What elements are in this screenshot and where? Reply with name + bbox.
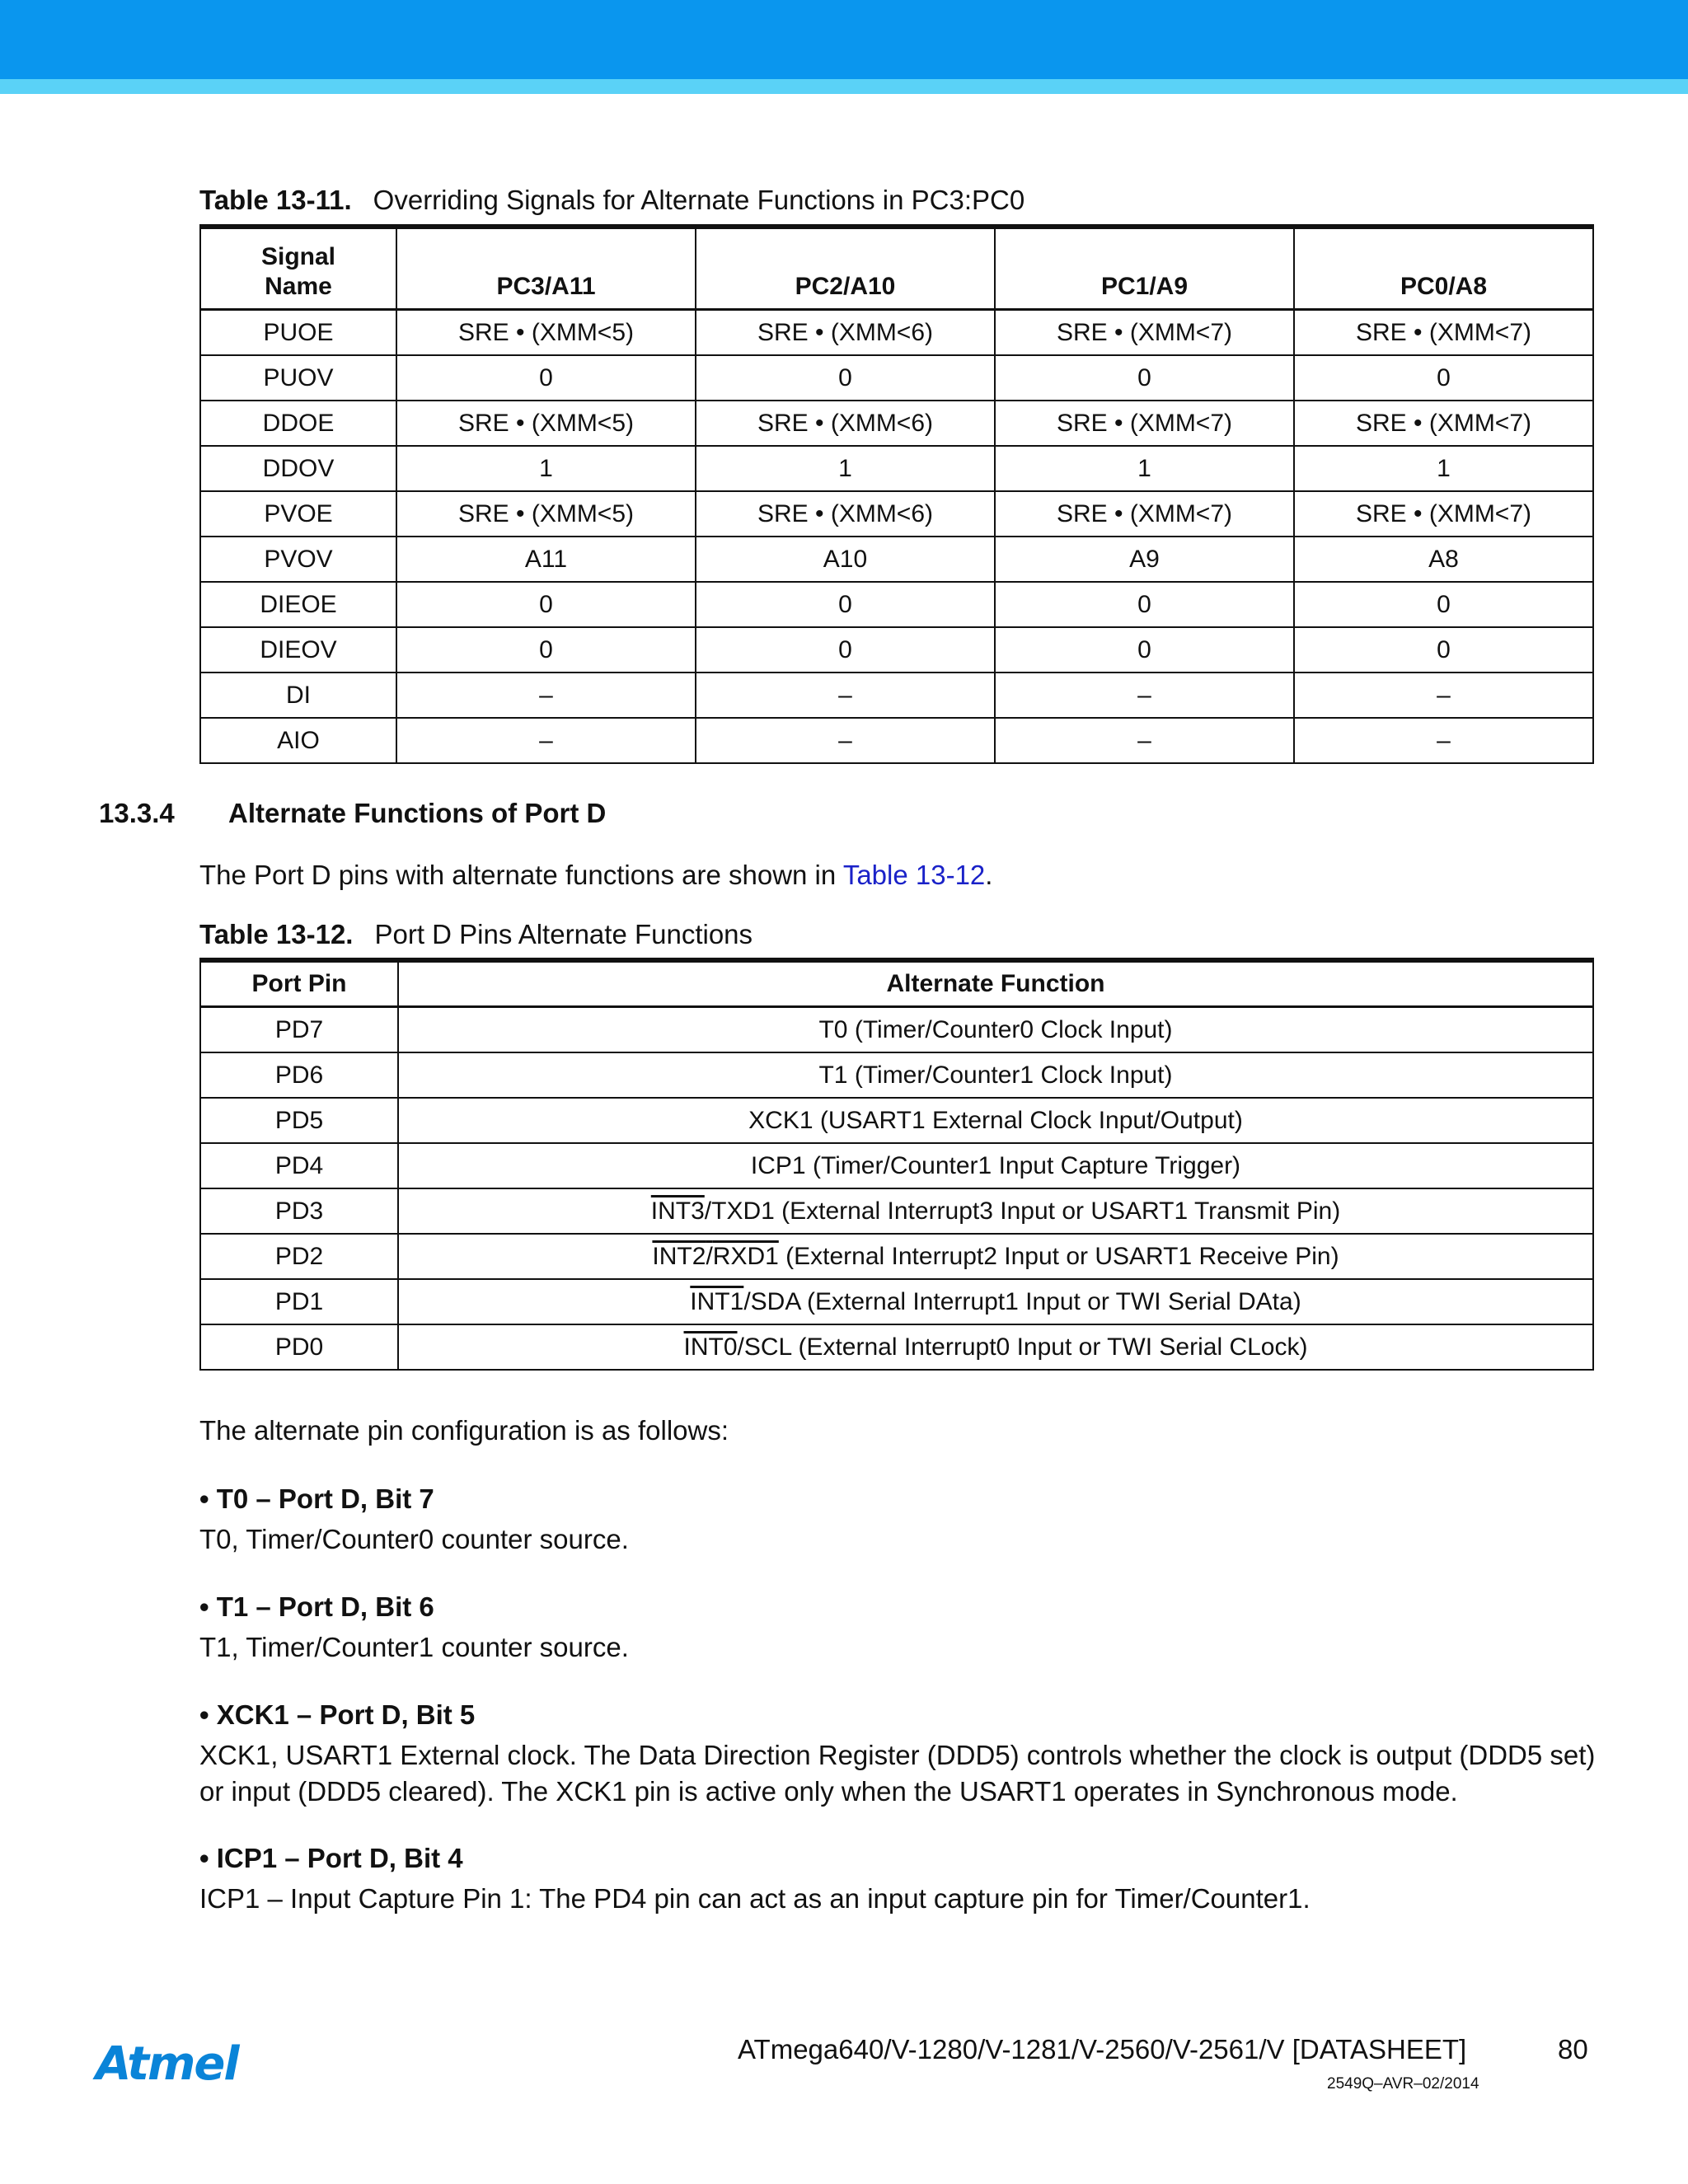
table-cell: SRE • (XMM<5) [396,491,696,537]
column-header: PC0/A8 [1294,227,1593,310]
table-cell: SRE • (XMM<7) [995,401,1294,446]
column-header: PC2/A10 [696,227,995,310]
table-cell: – [396,673,696,718]
table-13-11-caption [199,185,1025,216]
table-cell: 0 [995,355,1294,401]
port-pin-cell: PD4 [200,1143,398,1188]
table-row [200,1007,1593,1053]
table-label: Table 13-12. [199,919,354,949]
page-number: 80 [1558,2034,1588,2064]
active-low-signal: INT1 [690,1287,744,1315]
bullet-text-xck1: XCK1, USART1 External clock. The Data Direction Register (DDD5) controls whether the clock is output (DDD5 set) or input (DDD5 cleared). The XCK1 pin is active only when the USART1 operates in Synchronous mode. [199,1740,1596,1807]
table-row [200,1234,1593,1279]
table-cell: – [1294,673,1593,718]
table-label: Table 13-11. [199,185,352,215]
function-text: /SCL (External Interrupt0 Input or TWI Serial CLock) [737,1333,1308,1361]
column-header: Port Pin [200,960,398,1007]
table-header-row [200,960,1593,1007]
table-13-12-caption [199,919,753,950]
bullet-text-t1: T1, Timer/Counter1 counter source. [199,1632,629,1662]
alternate-function-cell [398,1143,1593,1188]
table-cell: 1 [1294,446,1593,491]
bullet-text-icp1: ICP1 – Input Capture Pin 1: The PD4 pin can act as an input capture pin for Timer/Counter1. [199,1883,1311,1914]
function-text: T1 (Timer/Counter1 Clock Input) [818,1061,1173,1089]
table-row [200,1098,1593,1143]
table-cell: A8 [1294,537,1593,582]
bullet-text-t0: T0, Timer/Counter0 counter source. [199,1524,629,1554]
bullet-heading-t1: • T1 – Port D, Bit 6 [199,1591,434,1622]
table-cell: – [696,673,995,718]
alternate-function-cell [398,1234,1593,1279]
table-13-12-link[interactable]: Table 13-12 [842,860,986,890]
port-pin-cell: PD6 [200,1052,398,1098]
table-cell: DDOV [200,446,396,491]
table-cell: DIEOE [200,582,396,627]
table-cell: 0 [1294,582,1593,627]
table-cell: SRE • (XMM<7) [995,491,1294,537]
table-cell: 0 [696,627,995,673]
table-cell: SRE • (XMM<6) [696,491,995,537]
function-text: (External Interrupt2 Input or USART1 Receive Pin) [778,1242,1339,1270]
table-cell: – [696,718,995,763]
table-header-row [200,227,1593,310]
header-stripe [0,79,1688,94]
column-header: PC3/A11 [396,227,696,310]
bullet-heading-t0: • T0 – Port D, Bit 7 [199,1483,434,1514]
table-title: Overriding Signals for Alternate Functions in PC3:PC0 [373,185,1025,215]
port-pin-cell: PD5 [200,1098,398,1143]
table-cell: – [396,718,696,763]
header-bar [0,0,1688,79]
table-cell: A9 [995,537,1294,582]
table-row [200,355,1593,401]
table-cell: – [995,718,1294,763]
table-cell: 0 [995,627,1294,673]
function-text: XCK1 (USART1 External Clock Input/Output) [748,1106,1243,1134]
alternate-function-cell [398,1324,1593,1370]
table-row [200,1052,1593,1098]
function-text: /TXD1 (External Interrupt3 Input or USART1 Transmit Pin) [704,1197,1341,1225]
bullet-heading-icp1: • ICP1 – Port D, Bit 4 [199,1843,463,1873]
table-13-11 [199,224,1594,764]
function-text: ICP1 (Timer/Counter1 Input Capture Trigger) [750,1151,1241,1179]
table-cell: DI [200,673,396,718]
table-row [200,673,1593,718]
alternate-function-cell [398,1188,1593,1234]
alternate-function-cell [398,1279,1593,1324]
alternate-function-cell [398,1098,1593,1143]
port-pin-cell: PD7 [200,1007,398,1053]
table-cell: 0 [396,627,696,673]
bullet-heading-xck1: • XCK1 – Port D, Bit 5 [199,1699,476,1730]
table-cell: SRE • (XMM<6) [696,401,995,446]
column-header: Alternate Function [398,960,1593,1007]
separator: / [706,1242,713,1270]
table-cell: 1 [995,446,1294,491]
function-text: /SDA (External Interrupt1 Input or TWI Serial DAta) [743,1287,1301,1315]
table-row [200,582,1593,627]
table-title: Port D Pins Alternate Functions [374,919,753,949]
intro-end: . [985,860,993,890]
table-cell: SRE • (XMM<7) [1294,401,1593,446]
section-intro [199,857,1601,893]
table-cell: 0 [696,355,995,401]
table-cell: PUOE [200,310,396,356]
footer-document-title: ATmega640/V-1280/V-1281/V-2560/V-2561/V [DATASHEET] [738,2034,1467,2064]
active-low-signal: INT0 [683,1333,738,1361]
table-cell: 0 [396,582,696,627]
table-row [200,718,1593,763]
table-cell: 1 [396,446,696,491]
table-row [200,627,1593,673]
table-row [200,401,1593,446]
table-row [200,491,1593,537]
table-cell: DIEOV [200,627,396,673]
port-pin-cell: PD2 [200,1234,398,1279]
table-row [200,446,1593,491]
table-cell: SRE • (XMM<5) [396,310,696,356]
intro-text: The Port D pins with alternate functions are shown in [199,860,843,890]
table-cell: 0 [1294,355,1593,401]
active-low-signal: INT3 [650,1197,705,1225]
atmel-logo: Atmel [96,2037,238,2091]
table-cell: 0 [396,355,696,401]
table-cell: 0 [696,582,995,627]
alternate-function-cell [398,1052,1593,1098]
table-cell: PVOE [200,491,396,537]
port-pin-cell: PD3 [200,1188,398,1234]
table-cell: A11 [396,537,696,582]
config-intro: The alternate pin configuration is as follows: [199,1415,729,1446]
alternate-function-cell [398,1007,1593,1053]
table-row [200,1324,1593,1370]
active-low-signal: INT2 [652,1242,706,1270]
table-cell: A10 [696,537,995,582]
column-header: PC1/A9 [995,227,1294,310]
table-cell: 0 [1294,627,1593,673]
document-code: 2549Q–AVR–02/2014 [1327,2075,1479,2093]
table-cell: – [995,673,1294,718]
table-row [200,310,1593,356]
table-cell: SRE • (XMM<5) [396,401,696,446]
table-row [200,1188,1593,1234]
table-cell: SRE • (XMM<6) [696,310,995,356]
table-cell: SRE • (XMM<7) [1294,310,1593,356]
function-text: T0 (Timer/Counter0 Clock Input) [818,1015,1173,1043]
table-row [200,1279,1593,1324]
table-cell: 1 [696,446,995,491]
port-pin-cell: PD1 [200,1279,398,1324]
table-row [200,1143,1593,1188]
table-13-12 [199,958,1594,1371]
table-cell: 0 [995,582,1294,627]
section-number: 13.3.4 [99,798,175,828]
table-cell: SRE • (XMM<7) [1294,491,1593,537]
table-cell: PUOV [200,355,396,401]
table-cell: DDOE [200,401,396,446]
table-cell: SRE • (XMM<7) [995,310,1294,356]
table-cell: – [1294,718,1593,763]
table-cell: AIO [200,718,396,763]
table-cell: PVOV [200,537,396,582]
section-title: Alternate Functions of Port D [228,798,607,828]
active-low-signal: RXD1 [712,1242,779,1270]
column-header: Signal Name [200,227,396,310]
table-row [200,537,1593,582]
port-pin-cell: PD0 [200,1324,398,1370]
